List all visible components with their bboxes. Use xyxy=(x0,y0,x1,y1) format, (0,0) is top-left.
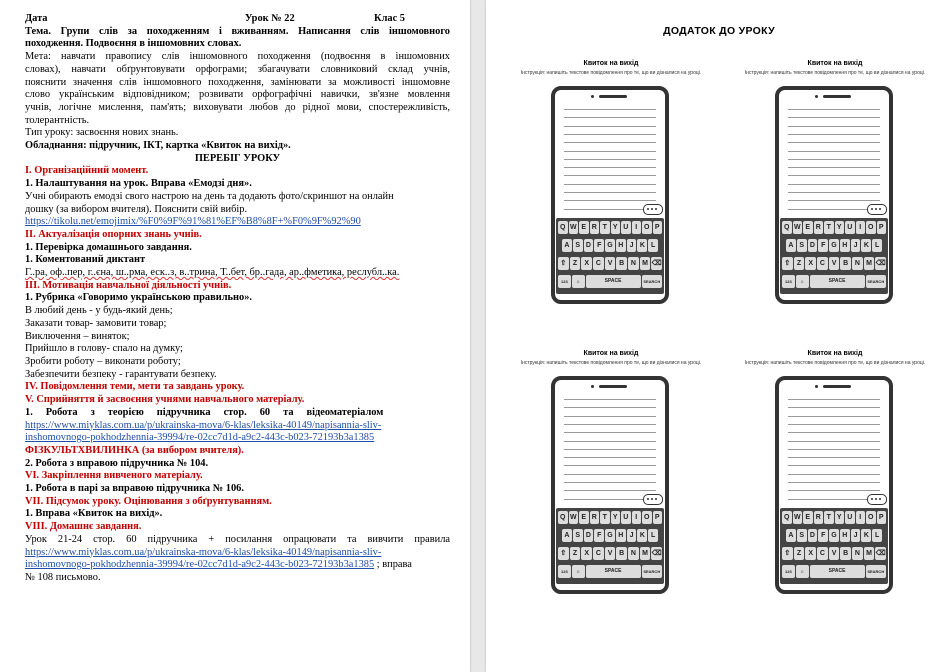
writing-line xyxy=(564,117,656,118)
keyboard-key: Y xyxy=(611,221,621,234)
keyboard-key: ⌫ xyxy=(651,547,662,560)
writing-line xyxy=(564,109,656,110)
keyboard-key: J xyxy=(627,239,637,252)
writing-line xyxy=(564,482,656,483)
keyboard-key: E xyxy=(803,221,813,234)
section-heading: VІІІ. Домашнє завдання. xyxy=(25,521,142,533)
keyboard-key: G xyxy=(829,529,839,542)
chat-bubble-icon xyxy=(867,204,887,215)
card-instruction: Інструкція: напишіть текстове повідомлення про те, що ви дізналися на уроці. xyxy=(744,70,926,76)
exercise-title: 1. Налаштування на урок. Вправа «Емодзі дня». xyxy=(25,178,252,190)
keyboard-key: F xyxy=(818,239,828,252)
keyboard-key: E xyxy=(579,511,589,524)
keyboard-row xyxy=(782,511,886,524)
chat-bubble-icon xyxy=(867,494,887,505)
keyboard-row xyxy=(558,275,662,288)
keyboard-key: O xyxy=(866,511,876,524)
writing-line xyxy=(564,449,656,450)
exit-ticket-card xyxy=(506,350,716,620)
keyboard-key: H xyxy=(616,529,626,542)
keyboard-key: SEARCH xyxy=(642,565,662,578)
keyboard-row xyxy=(562,529,658,542)
writing-line xyxy=(564,416,656,417)
keyboard-key: 123 xyxy=(782,565,795,578)
keyboard-key: Y xyxy=(611,511,621,524)
writing-line xyxy=(788,490,880,491)
keyboard-key: H xyxy=(616,239,626,252)
phone-illustration xyxy=(551,86,669,304)
speaker-icon xyxy=(823,385,851,388)
keyboard-key: SEARCH xyxy=(866,565,886,578)
lesson-plan xyxy=(25,13,450,585)
goal-line: слово українським відповідником; розвивати орфографічні навички, зв'язне мовлення xyxy=(25,89,450,101)
keyboard-key: J xyxy=(627,529,637,542)
keyboard-row xyxy=(782,565,886,578)
keyboard-key: B xyxy=(616,547,627,560)
keyboard-key: N xyxy=(852,547,863,560)
keyboard-key: F xyxy=(594,529,604,542)
keyboard-key: F xyxy=(818,529,828,542)
keyboard-row xyxy=(786,239,882,252)
exit-ticket-card xyxy=(730,60,940,330)
keyboard-key: ⇧ xyxy=(782,257,793,270)
writing-line xyxy=(788,482,880,483)
section-heading: VІ. Закріплення вивченого матеріалу. xyxy=(25,470,203,482)
keyboard-key: Z xyxy=(794,547,805,560)
phrase-item: В любий день - у будь-який день; xyxy=(25,305,173,317)
writing-line xyxy=(788,457,880,458)
section-heading: ІІ. Актуалізація опорних знань учнів. xyxy=(25,228,202,240)
writing-line xyxy=(788,407,880,408)
writing-line xyxy=(564,192,656,193)
keyboard-key: R xyxy=(590,511,600,524)
writing-line xyxy=(788,449,880,450)
homework-link[interactable]: inshomovnogo-pokhodzhennia-39994/re-02cc7d1d-a9c2-443c-b023-72193b3a1385 xyxy=(25,559,375,571)
keyboard-key: N xyxy=(628,547,639,560)
goal-line: Мета: навчати правопису слів іншомовного походження (подвоєння в іншомовних xyxy=(25,51,450,63)
keyboard-key: H xyxy=(840,529,850,542)
writing-line xyxy=(564,126,656,127)
keyboard-key: A xyxy=(786,529,796,542)
card-title: Квиток на вихід xyxy=(807,60,863,67)
keyboard-key: I xyxy=(632,221,642,234)
writing-line xyxy=(564,142,656,143)
keyboard-key: G xyxy=(605,239,615,252)
writing-line xyxy=(564,175,656,176)
keyboard-key: ⌫ xyxy=(651,257,662,270)
keyboard-key: I xyxy=(632,511,642,524)
writing-line xyxy=(564,465,656,466)
keyboard-key: A xyxy=(786,239,796,252)
keyboard-key: K xyxy=(861,529,871,542)
writing-line xyxy=(788,192,880,193)
keyboard-key: T xyxy=(600,511,610,524)
writing-line xyxy=(564,490,656,491)
keyboard-key: 123 xyxy=(782,275,795,288)
keyboard-key: I xyxy=(856,511,866,524)
phone-keyboard xyxy=(780,508,888,584)
keyboard-key: E xyxy=(579,221,589,234)
keyboard-row xyxy=(558,257,662,270)
keyboard-key: N xyxy=(852,257,863,270)
keyboard-key: SPACE xyxy=(810,275,865,288)
keyboard-row xyxy=(782,275,886,288)
lesson-type: Тип уроку: засвоєння нових знань. xyxy=(25,127,179,139)
keyboard-key: X xyxy=(581,257,592,270)
keyboard-row xyxy=(558,565,662,578)
keyboard-key: D xyxy=(584,529,594,542)
writing-line xyxy=(788,432,880,433)
writing-line xyxy=(564,167,656,168)
writing-line xyxy=(788,416,880,417)
phone-illustration xyxy=(551,376,669,594)
keyboard-key: M xyxy=(864,547,875,560)
keyboard-key: A xyxy=(562,529,572,542)
keyboard-key: W xyxy=(793,511,803,524)
keyboard-key: ☺ xyxy=(796,275,809,288)
keyboard-key: ⇧ xyxy=(558,547,569,560)
chat-bubble-icon xyxy=(643,204,663,215)
chat-bubble-icon xyxy=(643,494,663,505)
writing-line xyxy=(788,126,880,127)
exercise-title: 1. Рубрика «Говоримо українською правильно». xyxy=(25,292,253,304)
writing-line xyxy=(788,117,880,118)
keyboard-row xyxy=(558,547,662,560)
phrase-item: Прийшло в голову- спало на думку; xyxy=(25,343,183,355)
goal-line: толерантність. xyxy=(25,114,90,126)
keyboard-key: ⇧ xyxy=(558,257,569,270)
exercise-title: 1. Робота в парі за вправою підручника № 106. xyxy=(25,483,244,495)
keyboard-key: R xyxy=(814,511,824,524)
equipment: Обладнання: підручник, ІКТ, картка «Квиток на вихід». xyxy=(25,140,291,152)
keyboard-key: U xyxy=(845,511,855,524)
phrase-item: Зробити роботу – виконати роботу; xyxy=(25,355,181,367)
keyboard-key: S xyxy=(797,529,807,542)
keyboard-key: E xyxy=(803,511,813,524)
writing-line xyxy=(564,134,656,135)
keyboard-key: R xyxy=(590,221,600,234)
appendix-title: ДОДАТОК ДО УРОКУ xyxy=(663,25,775,37)
section-heading: І. Організаційний момент. xyxy=(25,165,149,177)
homework-tail: ; вправа xyxy=(374,559,412,571)
speaker-icon xyxy=(599,385,627,388)
section-heading: V. Сприйняття й засвоєння учнями навчального матеріалу. xyxy=(25,394,305,406)
keyboard-key: F xyxy=(594,239,604,252)
keyboard-key: J xyxy=(851,529,861,542)
keyboard-key: V xyxy=(605,547,616,560)
keyboard-key: SPACE xyxy=(586,275,641,288)
phone-keyboard xyxy=(556,218,664,294)
keyboard-key: SPACE xyxy=(586,565,641,578)
keyboard-row xyxy=(782,221,886,234)
phone-screen xyxy=(784,394,884,510)
keyboard-key: Z xyxy=(570,257,581,270)
phone-illustration xyxy=(775,86,893,304)
lesson-header xyxy=(25,13,450,26)
keyboard-key: Q xyxy=(558,511,568,524)
keyboard-key: K xyxy=(637,239,647,252)
keyboard-key: L xyxy=(648,529,658,542)
exercise-text: дошку (за вибором вчителя). Пояснити свій вибір. xyxy=(25,203,248,215)
keyboard-key: M xyxy=(864,257,875,270)
section-heading: VІІ. Підсумок уроку. Оцінювання з обґрунтуванням. xyxy=(25,495,272,507)
card-instruction: Інструкція: напишіть текстове повідомлення про те, що ви дізналися на уроці. xyxy=(520,70,702,76)
phrase-item: Заказати товар- замовити товар; xyxy=(25,317,167,329)
keyboard-key: U xyxy=(621,221,631,234)
speaker-icon xyxy=(823,95,851,98)
keyboard-row xyxy=(562,239,658,252)
keyboard-row xyxy=(558,511,662,524)
writing-line xyxy=(564,407,656,408)
lesson-number: Урок № 22 xyxy=(244,13,295,24)
homework-link[interactable]: https://www.miyklas.com.ua/p/ukrainska-mova/6-klas/leksika-40149/napisannia-sliv- xyxy=(25,546,382,558)
keyboard-key: D xyxy=(808,239,818,252)
keyboard-key: X xyxy=(805,547,816,560)
camera-icon xyxy=(815,385,818,388)
keyboard-key: C xyxy=(593,547,604,560)
keyboard-key: X xyxy=(805,257,816,270)
writing-line xyxy=(788,441,880,442)
keyboard-key: G xyxy=(829,239,839,252)
keyboard-key: T xyxy=(600,221,610,234)
writing-line xyxy=(564,151,656,152)
writing-line xyxy=(564,399,656,400)
writing-line xyxy=(788,109,880,110)
class-label: Клас 5 xyxy=(374,13,405,24)
phone-screen xyxy=(784,104,884,220)
keyboard-key: T xyxy=(824,511,834,524)
keyboard-key: N xyxy=(628,257,639,270)
phone-keyboard xyxy=(556,508,664,584)
keyboard-key: Q xyxy=(782,511,792,524)
exercise-title: 1. Перевірка домашнього завдання. xyxy=(25,241,192,253)
course-heading: ПЕРЕБІГ УРОКУ xyxy=(194,152,281,164)
writing-line xyxy=(788,167,880,168)
keyboard-key: G xyxy=(605,529,615,542)
keyboard-key: ☺ xyxy=(796,565,809,578)
card-title: Квиток на вихід xyxy=(807,350,863,357)
miyklas-link[interactable]: https://www.miyklas.com.ua/p/ukrainska-mova/6-klas/leksika-40149/napisannia-sliv- xyxy=(25,419,382,431)
keyboard-key: ☺ xyxy=(572,275,585,288)
appendix-page xyxy=(486,0,952,672)
keyboard-key: S xyxy=(797,239,807,252)
exercise-title: 2. Робота з вправою підручника № 104. xyxy=(25,457,209,469)
keyboard-key: P xyxy=(653,221,663,234)
section-heading: ФІЗКУЛЬТХВИЛИНКА (за вибором вчителя). xyxy=(25,444,244,456)
keyboard-key: W xyxy=(569,511,579,524)
camera-icon xyxy=(815,95,818,98)
keyboard-key: Q xyxy=(782,221,792,234)
keyboard-key: Y xyxy=(835,511,845,524)
keyboard-row xyxy=(782,257,886,270)
keyboard-key: 123 xyxy=(558,275,571,288)
keyboard-key: S xyxy=(573,239,583,252)
keyboard-key: A xyxy=(562,239,572,252)
speaker-icon xyxy=(599,95,627,98)
date-label: Дата xyxy=(25,13,48,24)
keyboard-key: SEARCH xyxy=(866,275,886,288)
keyboard-key: U xyxy=(621,511,631,524)
writing-line xyxy=(788,200,880,201)
writing-line xyxy=(788,474,880,475)
exercise-title: 1. Вправа «Квиток на вихід». xyxy=(25,508,163,520)
writing-line xyxy=(788,399,880,400)
keyboard-key: B xyxy=(840,547,851,560)
keyboard-key: M xyxy=(640,257,651,270)
exercise-title: 1. Робота з теорією підручника стор. 60 та відеоматеріалом xyxy=(25,406,384,418)
writing-line xyxy=(788,142,880,143)
keyboard-key: ⌫ xyxy=(875,257,886,270)
card-title: Квиток на вихід xyxy=(583,60,639,67)
phone-screen xyxy=(560,394,660,510)
card-title: Квиток на вихід xyxy=(583,350,639,357)
writing-line xyxy=(788,134,880,135)
topic-line: походження. Подвоєння в іншомовних словах. xyxy=(25,38,242,50)
keyboard-key: ⌫ xyxy=(875,547,886,560)
camera-icon xyxy=(591,95,594,98)
exit-ticket-card xyxy=(506,60,716,330)
keyboard-key: Z xyxy=(794,257,805,270)
writing-line xyxy=(788,184,880,185)
miyklas-link[interactable]: inshomovnogo-pokhodzhennia-39994/re-02cc7d1d-a9c2-443c-b023-72193b3a1385 xyxy=(25,432,375,444)
writing-line xyxy=(788,424,880,425)
topic-line: Тема. Групи слів за походженням і вживанням. Написання слів іншомовного xyxy=(25,25,450,37)
keyboard-key: W xyxy=(569,221,579,234)
emojimix-link[interactable]: https://tikolu.net/emojimix/%F0%9F%91%81%EF%B8%8F+%F0%9F%92%90 xyxy=(25,216,361,228)
keyboard-key: M xyxy=(640,547,651,560)
goal-line: словах), навчати обґрунтовувати орфограми; збагачувати словниковий склад учнів, xyxy=(25,63,450,75)
keyboard-key: V xyxy=(829,547,840,560)
goal-line: учнів, логічне мислення, пам'ять; виховувати любов до рідної мови, спостережливість, xyxy=(25,101,450,113)
keyboard-key: Y xyxy=(835,221,845,234)
keyboard-key: U xyxy=(845,221,855,234)
writing-line xyxy=(564,159,656,160)
camera-icon xyxy=(591,385,594,388)
exit-ticket-card xyxy=(730,350,940,620)
card-instruction: Інструкція: напишіть текстове повідомлення про те, що ви дізналися на уроці. xyxy=(744,360,926,366)
goal-line: пояснити значення слів іншомовного походження, замінювати за можливості іншомовне xyxy=(25,76,450,88)
homework-text: Урок 21-24 стор. 60 підручника + посилання опрацювати та вивчити правила xyxy=(25,533,450,545)
keyboard-row xyxy=(786,529,882,542)
writing-line xyxy=(788,465,880,466)
keyboard-row xyxy=(558,221,662,234)
homework-end: № 108 письмово. xyxy=(25,571,101,583)
exercise-title: 1. Коментований диктант xyxy=(25,254,146,266)
keyboard-key: O xyxy=(642,221,652,234)
writing-line xyxy=(564,432,656,433)
keyboard-key: O xyxy=(866,221,876,234)
keyboard-key: H xyxy=(840,239,850,252)
section-heading: ІV. Повідомлення теми, мети та завдань уроку. xyxy=(25,381,245,393)
keyboard-key: B xyxy=(840,257,851,270)
keyboard-key: V xyxy=(829,257,840,270)
keyboard-key: D xyxy=(584,239,594,252)
writing-line xyxy=(788,159,880,160)
writing-line xyxy=(788,151,880,152)
keyboard-key: K xyxy=(861,239,871,252)
phrase-item: Забезпечити безпеку - гарантувати безпеку. xyxy=(25,368,217,380)
phone-keyboard xyxy=(780,218,888,294)
keyboard-key: W xyxy=(793,221,803,234)
keyboard-key: P xyxy=(877,221,887,234)
writing-line xyxy=(564,441,656,442)
keyboard-key: SEARCH xyxy=(642,275,662,288)
writing-line xyxy=(564,457,656,458)
keyboard-key: 123 xyxy=(558,565,571,578)
keyboard-key: P xyxy=(877,511,887,524)
keyboard-key: T xyxy=(824,221,834,234)
keyboard-key: Z xyxy=(570,547,581,560)
writing-line xyxy=(788,175,880,176)
keyboard-key: P xyxy=(653,511,663,524)
keyboard-row xyxy=(782,547,886,560)
card-instruction: Інструкція: напишіть текстове повідомлення про те, що ви дізналися на уроці. xyxy=(520,360,702,366)
keyboard-key: X xyxy=(581,547,592,560)
lesson-page xyxy=(0,0,470,672)
keyboard-key: SPACE xyxy=(810,565,865,578)
phone-screen xyxy=(560,104,660,220)
keyboard-key: D xyxy=(808,529,818,542)
keyboard-key: J xyxy=(851,239,861,252)
keyboard-key: C xyxy=(817,257,828,270)
keyboard-key: R xyxy=(814,221,824,234)
writing-line xyxy=(564,184,656,185)
writing-line xyxy=(564,474,656,475)
keyboard-key: ⇧ xyxy=(782,547,793,560)
writing-line xyxy=(564,424,656,425)
keyboard-key: C xyxy=(593,257,604,270)
keyboard-key: L xyxy=(872,529,882,542)
keyboard-key: ☺ xyxy=(572,565,585,578)
section-heading: ІІІ. Мотивація навчальної діяльності учнів. xyxy=(25,279,232,291)
keyboard-key: O xyxy=(642,511,652,524)
writing-line xyxy=(564,200,656,201)
keyboard-key: B xyxy=(616,257,627,270)
keyboard-key: K xyxy=(637,529,647,542)
keyboard-key: L xyxy=(872,239,882,252)
exercise-text: Учні обирають емодзі свого настрою на день та додають фото/скриншот на онлайн xyxy=(25,190,394,202)
keyboard-key: L xyxy=(648,239,658,252)
keyboard-key: V xyxy=(605,257,616,270)
keyboard-key: C xyxy=(817,547,828,560)
keyboard-key: I xyxy=(856,221,866,234)
phone-illustration xyxy=(775,376,893,594)
keyboard-key: Q xyxy=(558,221,568,234)
phrase-item: Виключення – виняток; xyxy=(25,330,130,342)
keyboard-key: S xyxy=(573,529,583,542)
dictation-text: Г..ра, оф..пер, г..єна, ш..рма, еск..з, в..трина, Т..бет, бр..гада, ар..фметика, реслубл..ка. xyxy=(25,267,400,279)
